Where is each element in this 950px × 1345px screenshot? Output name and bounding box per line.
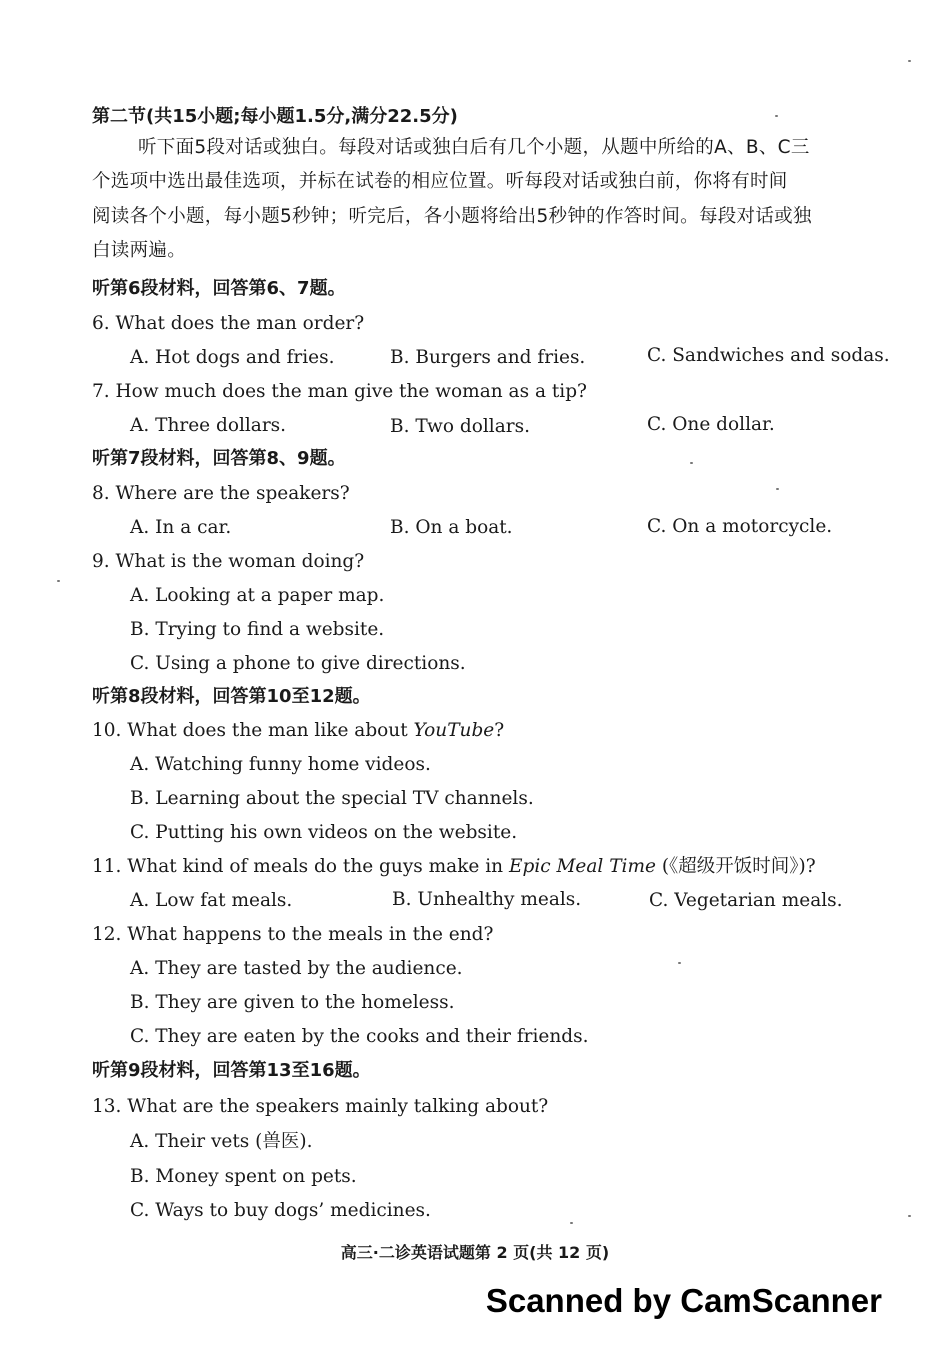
- instruction-line-4: 白读两遍。: [92, 240, 187, 261]
- question-13-option-c: C. Ways to buy dogs’ medicines.: [130, 1200, 431, 1221]
- question-9-stem: 9. What is the woman doing?: [92, 551, 365, 572]
- question-10-stem: [92, 719, 504, 743]
- question-9-option-b: B. Trying to find a website.: [130, 619, 385, 640]
- section-title: 第二节(共15小题;每小题1.5分,满分22.5分): [92, 106, 458, 127]
- question-8-stem: 8. Where are the speakers?: [92, 483, 350, 504]
- question-10-option-a: A. Watching funny home videos.: [130, 754, 431, 775]
- material-6-heading: 听第6段材料，回答第6、7题。: [92, 278, 346, 299]
- question-12-stem: 12. What happens to the meals in the end?: [92, 924, 494, 945]
- question-6-option-c: C. Sandwiches and sodas.: [647, 345, 890, 366]
- question-12-option-a: A. They are tasted by the audience.: [130, 958, 463, 979]
- question-7-option-a: A. Three dollars.: [130, 415, 287, 436]
- scan-speck: [690, 462, 693, 464]
- material-8-heading: 听第8段材料，回答第10至12题。: [92, 686, 371, 707]
- question-11-stem-italic: Epic Meal Time: [508, 856, 656, 877]
- question-13-option-b: B. Money spent on pets.: [130, 1166, 357, 1187]
- scan-speck: [776, 488, 779, 490]
- question-13-stem: 13. What are the speakers mainly talking about?: [92, 1096, 549, 1117]
- question-9-option-a: A. Looking at a paper map.: [130, 585, 385, 606]
- question-13-option-a: A. Their vets (兽医).: [130, 1131, 313, 1152]
- question-8-option-a: A. In a car.: [130, 517, 232, 538]
- scan-speck: [908, 1215, 911, 1217]
- question-12-option-c: C. They are eaten by the cooks and their friends.: [130, 1026, 589, 1047]
- camscanner-watermark: Scanned by CamScanner: [485, 1282, 882, 1319]
- question-7-stem: 7. How much does the man give the woman as a tip?: [92, 381, 587, 402]
- instruction-line-1: 听下面5段对话或独白。每段对话或独白后有几个小题，从题中所给的A、B、C三: [138, 137, 810, 158]
- question-11-option-c: C. Vegetarian meals.: [649, 890, 843, 911]
- question-10-option-b: B. Learning about the special TV channels.: [130, 788, 534, 809]
- question-11-stem-post: (《超级开饭时间》)?: [655, 856, 816, 877]
- question-6-option-a: A. Hot dogs and fries.: [130, 347, 335, 368]
- scan-speck: [678, 962, 681, 964]
- page-footer: 高三·二诊英语试题第 2 页(共 12 页): [340, 1243, 610, 1262]
- scan-speck: [57, 580, 60, 582]
- instruction-line-2: 个选项中选出最佳选项，并标在试卷的相应位置。听每段对话或独白前，你将有时间: [92, 171, 788, 192]
- scan-speck: [908, 60, 911, 62]
- question-10-option-c: C. Putting his own videos on the website.: [130, 822, 518, 843]
- scan-speck: [570, 1222, 573, 1224]
- question-12-option-b: B. They are given to the homeless.: [130, 992, 455, 1013]
- question-10-stem-pre: 10. What does the man like about: [92, 720, 414, 741]
- question-8-option-b: B. On a boat.: [390, 517, 513, 538]
- instruction-line-3: 阅读各个小题，每小题5秒钟；听完后，各小题将给出5秒钟的作答时间。每段对话或独: [92, 206, 812, 227]
- question-7-option-c: C. One dollar.: [647, 414, 775, 435]
- question-7-option-b: B. Two dollars.: [390, 416, 530, 437]
- question-11-stem: [92, 855, 816, 879]
- material-7-heading: 听第7段材料，回答第8、9题。: [92, 448, 346, 469]
- question-10-stem-italic: YouTube: [413, 720, 495, 741]
- scan-speck: [775, 115, 778, 117]
- question-6-option-b: B. Burgers and fries.: [390, 347, 586, 368]
- question-11-stem-pre: 11. What kind of meals do the guys make in: [92, 856, 509, 877]
- material-9-heading: 听第9段材料，回答第13至16题。: [92, 1060, 371, 1081]
- question-11-option-a: A. Low fat meals.: [130, 890, 293, 911]
- question-8-option-c: C. On a motorcycle.: [647, 516, 833, 537]
- question-6-stem: 6. What does the man order?: [92, 313, 365, 334]
- question-9-option-c: C. Using a phone to give directions.: [130, 653, 466, 674]
- question-11-option-b: B. Unhealthy meals.: [392, 889, 582, 910]
- question-10-stem-post: ?: [494, 720, 505, 741]
